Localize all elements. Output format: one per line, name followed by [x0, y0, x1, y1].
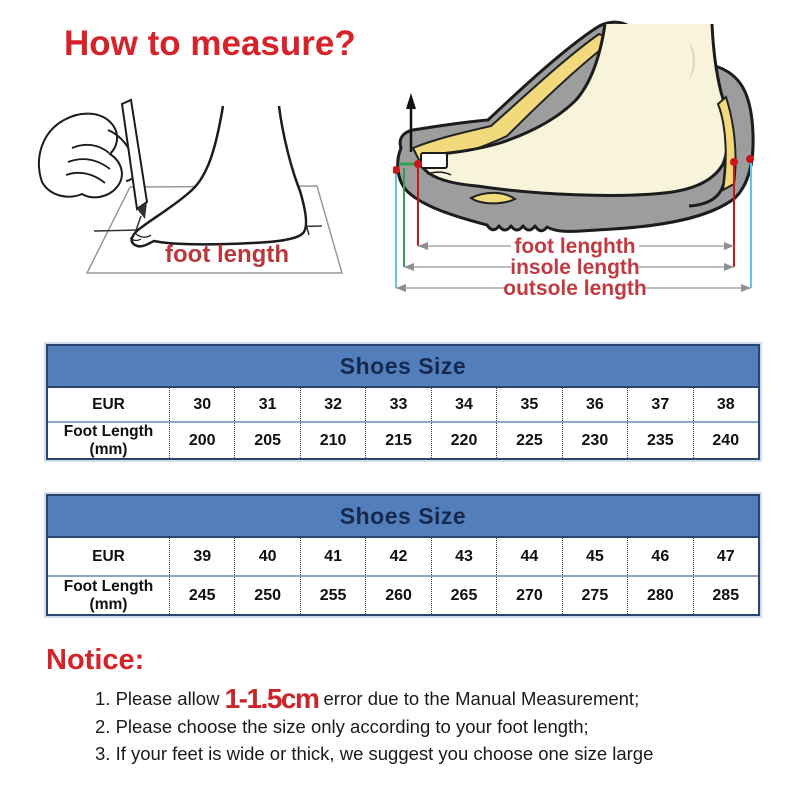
table-title: Shoes Size — [48, 496, 758, 538]
row-label-foot-length: Foot Length (mm) — [63, 423, 154, 458]
length-cell: 280 — [627, 577, 692, 614]
length-cell: 225 — [496, 423, 561, 458]
size-cell: 34 — [431, 388, 496, 421]
measure-dot — [414, 160, 422, 168]
length-cell: 260 — [365, 577, 430, 614]
size-cell: 35 — [496, 388, 561, 421]
length-cell: 250 — [234, 577, 299, 614]
pen — [122, 100, 147, 209]
tolerance-highlight: 1-1.5cm — [224, 683, 319, 714]
length-cell: 220 — [431, 423, 496, 458]
size-cell: 36 — [562, 388, 627, 421]
size-cell: 37 — [627, 388, 692, 421]
length-cell: 285 — [693, 577, 758, 614]
length-cell: 215 — [365, 423, 430, 458]
hand — [39, 114, 122, 198]
table-row-eur — [48, 538, 758, 575]
size-cell: 33 — [365, 388, 430, 421]
foot-length-dim-label: foot lenghth — [514, 235, 636, 258]
size-cell: 43 — [431, 538, 496, 575]
table-title: Shoes Size — [48, 346, 758, 388]
row-label-eur: EUR — [92, 395, 125, 413]
shoe-cross-section-figure — [393, 2, 800, 302]
size-cell: 40 — [234, 538, 299, 575]
row-label-foot-length: Foot Length (mm) — [63, 578, 154, 613]
size-cell: 47 — [693, 538, 758, 575]
length-cell: 270 — [496, 577, 561, 614]
foot-length-label: foot length — [165, 241, 289, 268]
notice-items — [95, 685, 776, 768]
table-row-foot-length — [48, 421, 758, 458]
size-cell: 32 — [300, 388, 365, 421]
notice-item-3: 3. If your feet is wide or thick, we suggest you choose one size large — [95, 743, 654, 764]
page-title: How to measure? — [64, 24, 356, 63]
length-cell: 240 — [693, 423, 758, 458]
size-cell: 38 — [693, 388, 758, 421]
size-table-eur-39-47 — [46, 494, 760, 616]
length-cell: 245 — [169, 577, 234, 614]
length-cell: 210 — [300, 423, 365, 458]
measure-dot — [746, 155, 754, 163]
size-table-eur-30-38 — [46, 344, 760, 460]
notice-item-2: 2. Please choose the size only according to your foot length; — [95, 715, 589, 737]
outsole-length-dim-label: outsole length — [503, 277, 647, 300]
size-cell: 31 — [234, 388, 299, 421]
size-cell: 41 — [300, 538, 365, 575]
length-cell: 235 — [627, 423, 692, 458]
length-cell: 275 — [562, 577, 627, 614]
notice-item-1: 1. Please allow 1-1.5cm error due to the Manual Measurement; — [95, 683, 640, 714]
length-cell: 205 — [234, 423, 299, 458]
length-cell: 230 — [562, 423, 627, 458]
insole-length-dim-label: insole length — [510, 256, 640, 279]
length-cell: 255 — [300, 577, 365, 614]
measure-dot — [730, 158, 738, 166]
length-cell: 200 — [169, 423, 234, 458]
size-cell: 44 — [496, 538, 561, 575]
foot-tracing-figure — [30, 92, 410, 312]
size-cell: 42 — [365, 538, 430, 575]
row-label-eur: EUR — [92, 547, 125, 565]
table-row-foot-length — [48, 575, 758, 614]
length-cell: 265 — [431, 577, 496, 614]
size-cell: 30 — [169, 388, 234, 421]
notice-section — [46, 644, 776, 768]
up-arrow-head — [406, 93, 416, 109]
size-cell: 39 — [169, 538, 234, 575]
notice-heading: Notice: — [46, 644, 145, 676]
size-cell: 46 — [627, 538, 692, 575]
table-row-eur — [48, 388, 758, 421]
size-cell: 45 — [562, 538, 627, 575]
toe-tab — [421, 153, 447, 168]
